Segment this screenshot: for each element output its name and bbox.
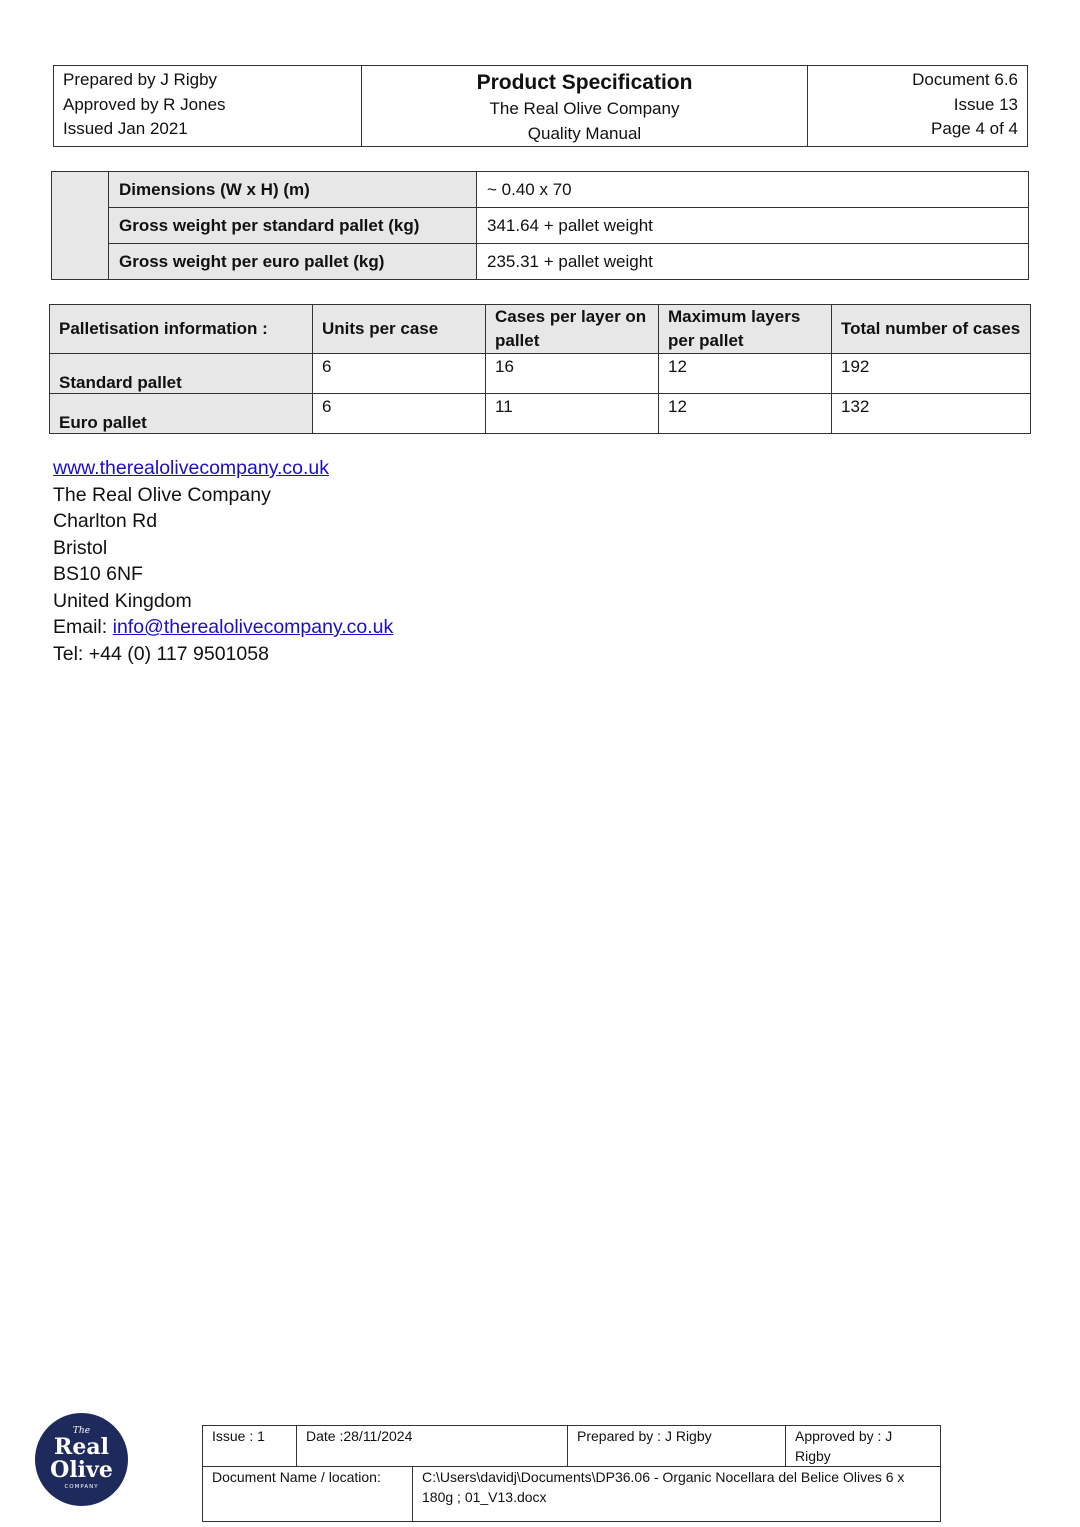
- dimension-value: ~ 0.40 x 70: [477, 172, 1029, 208]
- dimension-value: 341.64 + pallet weight: [477, 208, 1029, 244]
- page-number: Page 4 of 4: [931, 119, 1018, 138]
- contact-country: United Kingdom: [53, 589, 192, 612]
- prepared-by: Prepared by J Rigby: [63, 70, 218, 89]
- footer-doc-path: C:\Users\davidj\Documents\DP36.06 - Organic Nocellara del Belice Olives 6 x 180g ; 01_V13.docx: [413, 1467, 941, 1522]
- company-name: The Real Olive Company: [489, 99, 680, 118]
- document-header: [53, 65, 1028, 147]
- table-cell: 16: [486, 354, 659, 394]
- svg-text:Olive: Olive: [50, 1457, 113, 1483]
- table-cell: 132: [832, 394, 1031, 434]
- email-label: Email:: [53, 616, 108, 638]
- table-cell: 192: [832, 354, 1031, 394]
- table-row: [52, 208, 1029, 244]
- email-link[interactable]: info@therealolivecompany.co.uk: [112, 616, 394, 638]
- table-row: [52, 172, 1029, 208]
- document-title: Product Specification: [476, 71, 693, 94]
- svg-text:The: The: [72, 1426, 91, 1436]
- table-cell: 12: [659, 354, 832, 394]
- footer-approved: Approved by : J Rigby: [786, 1426, 941, 1467]
- contact-city: Bristol: [53, 536, 108, 559]
- svg-text:Real: Real: [54, 1434, 109, 1460]
- contact-postcode: BS10 6NF: [53, 563, 143, 585]
- dimension-label: Dimensions (W x H) (m): [109, 172, 477, 208]
- table-row: [203, 1426, 941, 1467]
- footer-date: Date :28/11/2024: [297, 1426, 568, 1467]
- footer-issue: Issue : 1: [203, 1426, 297, 1467]
- dimension-label: Gross weight per standard pallet (kg): [109, 208, 477, 244]
- footer-doc-label: Document Name / location:: [203, 1467, 413, 1522]
- contact-email-line: [53, 614, 393, 641]
- real-olive-logo: [35, 1413, 128, 1506]
- row-label: Euro pallet: [50, 394, 313, 434]
- table-row: [52, 244, 1029, 280]
- issued-date: Issued Jan 2021: [63, 119, 188, 138]
- table-row: [50, 394, 1031, 434]
- document-number: Document 6.6: [912, 70, 1018, 89]
- footer-prepared: Prepared by : J Rigby: [568, 1426, 786, 1467]
- table-row: [50, 354, 1031, 394]
- dimension-label: Gross weight per euro pallet (kg): [109, 244, 477, 280]
- contact-street: Charlton Rd: [53, 510, 158, 532]
- row-label: Standard pallet: [50, 354, 313, 394]
- contact-tel: Tel: +44 (0) 117 9501058: [53, 642, 269, 665]
- contact-company: The Real Olive Company: [53, 483, 271, 506]
- table-cell: 6: [313, 394, 486, 434]
- palletisation-table: [49, 304, 1031, 434]
- side-cell: [52, 172, 109, 280]
- table-header-row: [50, 305, 1031, 354]
- table-row: [203, 1467, 941, 1522]
- manual-name: Quality Manual: [527, 123, 642, 143]
- table-cell: 11: [486, 394, 659, 434]
- dimension-value: 235.31 + pallet weight: [477, 244, 1029, 280]
- table-cell: 12: [659, 394, 832, 434]
- header-title-cell: [362, 66, 808, 147]
- issue-number: Issue 13: [953, 94, 1018, 114]
- footer-table: [202, 1425, 941, 1522]
- column-header: Cases per layer on pallet: [486, 305, 659, 354]
- dimensions-table: [51, 171, 1029, 280]
- column-header: Total number of cases: [832, 305, 1031, 354]
- contact-block: [53, 455, 393, 667]
- header-document-info: [808, 66, 1028, 147]
- approved-by: Approved by R Jones: [63, 94, 226, 114]
- column-header: Units per case: [313, 305, 486, 354]
- column-header: Maximum layers per pallet: [659, 305, 832, 354]
- svg-text:COMPANY: COMPANY: [64, 1484, 99, 1490]
- header-authorship: [54, 66, 362, 147]
- column-header: Palletisation information :: [50, 305, 313, 354]
- table-cell: 6: [313, 354, 486, 394]
- website-link[interactable]: www.therealolivecompany.co.uk: [53, 457, 330, 479]
